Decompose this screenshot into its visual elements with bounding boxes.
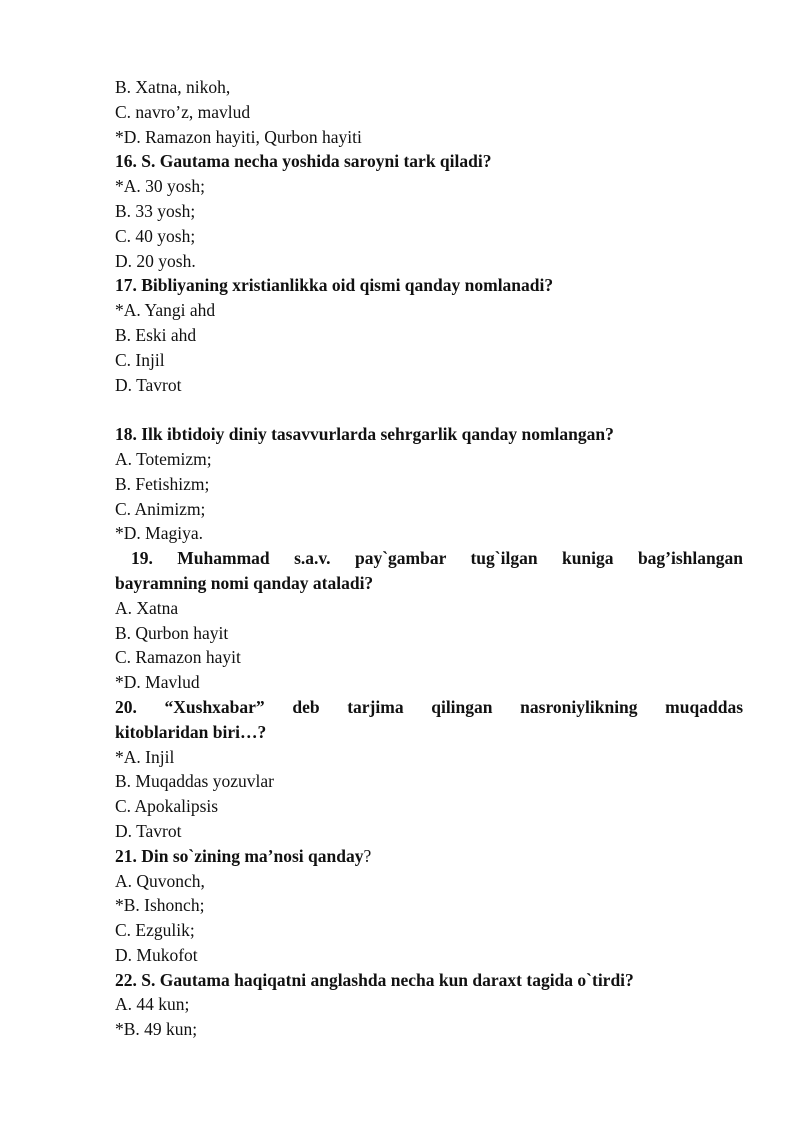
question-21 [115, 844, 743, 869]
question-22: 22. S. Gautama haqiqatni anglashda necha kun daraxt tagida o`tirdi? [115, 969, 634, 990]
answer-option: A. Xatna [115, 597, 179, 618]
question-21-mark: ? [363, 845, 372, 866]
answer-option: B. Muqaddas yozuvlar [115, 771, 274, 792]
answer-option: D. Tavrot [115, 820, 182, 841]
answer-option: C. navro’z, mavlud [115, 101, 251, 122]
answer-option: C. Animizm; [115, 498, 206, 519]
correct-answer-option: *A. Injil [115, 746, 175, 767]
question-19-line-1: 19. Muhammad s.a.v. pay`gambar tug`ilgan kuniga bag’ishlangan [131, 548, 743, 569]
question-21-text: 21. Din so`zining ma’nosi qanday [115, 845, 364, 866]
answer-option: C. 40 yosh; [115, 225, 196, 246]
question-20-line-2: kitoblaridan biri…? [115, 721, 267, 742]
correct-answer-option: *D. Ramazon hayiti, Qurbon hayiti [115, 126, 362, 147]
answer-option: D. 20 yosh. [115, 250, 196, 271]
question-18: 18. Ilk ibtidoiy diniy tasavvurlarda sehrgarlik qanday nomlangan? [115, 424, 614, 445]
answer-option: C. Apokalipsis [115, 796, 219, 817]
correct-answer-option: *A. 30 yosh; [115, 176, 205, 197]
question-19-line-2: bayramning nomi qanday ataladi? [115, 572, 374, 593]
answer-option: C. Ramazon hayit [115, 647, 241, 668]
answer-option: C. Injil [115, 349, 165, 370]
answer-option: B. Fetishizm; [115, 473, 210, 494]
answer-option: D. Mukofot [115, 944, 198, 965]
answer-option: B. 33 yosh; [115, 200, 196, 221]
correct-answer-option: *B. 49 kun; [115, 1019, 198, 1040]
question-16: 16. S. Gautama necha yoshida saroyni tark qiladi? [115, 151, 492, 172]
answer-option: A. Totemizm; [115, 448, 212, 469]
correct-answer-option: *D. Mavlud [115, 672, 200, 693]
answer-option: B. Qurbon hayit [115, 622, 229, 643]
answer-option: D. Tavrot [115, 374, 182, 395]
answer-option: A. 44 kun; [115, 994, 190, 1015]
correct-answer-option: *A. Yangi ahd [115, 300, 216, 321]
correct-answer-option: *B. Ishonch; [115, 895, 205, 916]
question-17: 17. Bibliyaning xristianlikka oid qismi qanday nomlanadi? [115, 275, 554, 296]
question-20-line-1: 20. “Xushxabar” deb tarjima qilingan nasroniylikning muqaddas [115, 696, 743, 717]
blank-line [115, 397, 743, 422]
answer-option: B. Xatna, nikoh, [115, 77, 231, 97]
document-page [115, 75, 743, 1042]
answer-option: B. Eski ahd [115, 324, 197, 345]
answer-option: C. Ezgulik; [115, 920, 195, 941]
correct-answer-option: *D. Magiya. [115, 523, 203, 544]
answer-option: A. Quvonch, [115, 870, 205, 891]
